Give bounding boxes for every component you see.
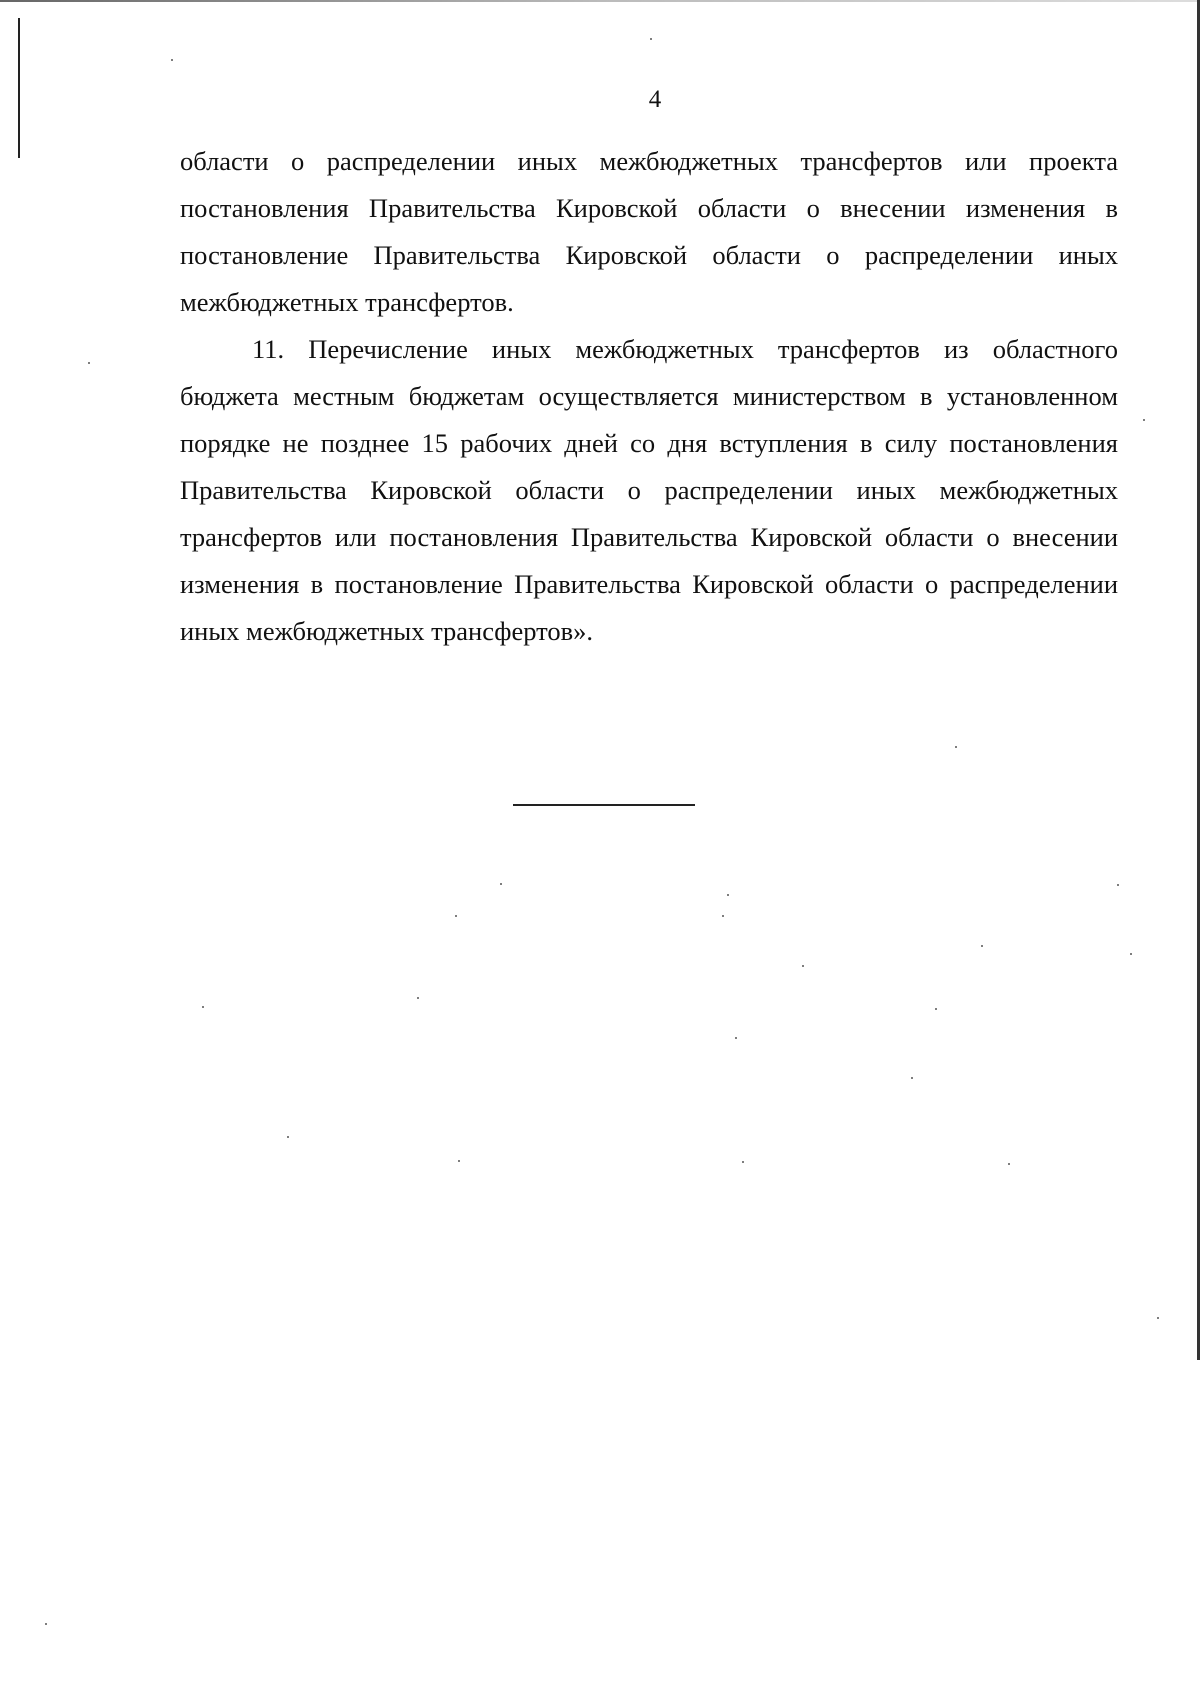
scan-edge-top bbox=[0, 0, 1200, 2]
end-of-text-rule bbox=[513, 804, 695, 806]
document-body bbox=[180, 138, 1118, 655]
page-number: 4 bbox=[648, 86, 662, 113]
paragraph-item-11: 11. Перечисление иных межбюджетных трансфертов из областного бюджета местным бюджетам осуществляется министерством в установленном порядке не позднее 15 рабочих дней со дня вступления в силу постановления Правительства Кировской области о распределении иных межбюджетных трансфертов или постановления Правительства Кировской области о внесении изменения в постановление Правительства Кировской области о распределении иных межбюджетных трансфертов». bbox=[180, 334, 1118, 646]
paragraph-continuation: области о распределении иных межбюджетных трансфертов или проекта постановления Правительства Кировской области о внесении изменения в постановление Правительства Кировской области о распределении иных межбюджетных трансфертов. bbox=[180, 146, 1118, 317]
